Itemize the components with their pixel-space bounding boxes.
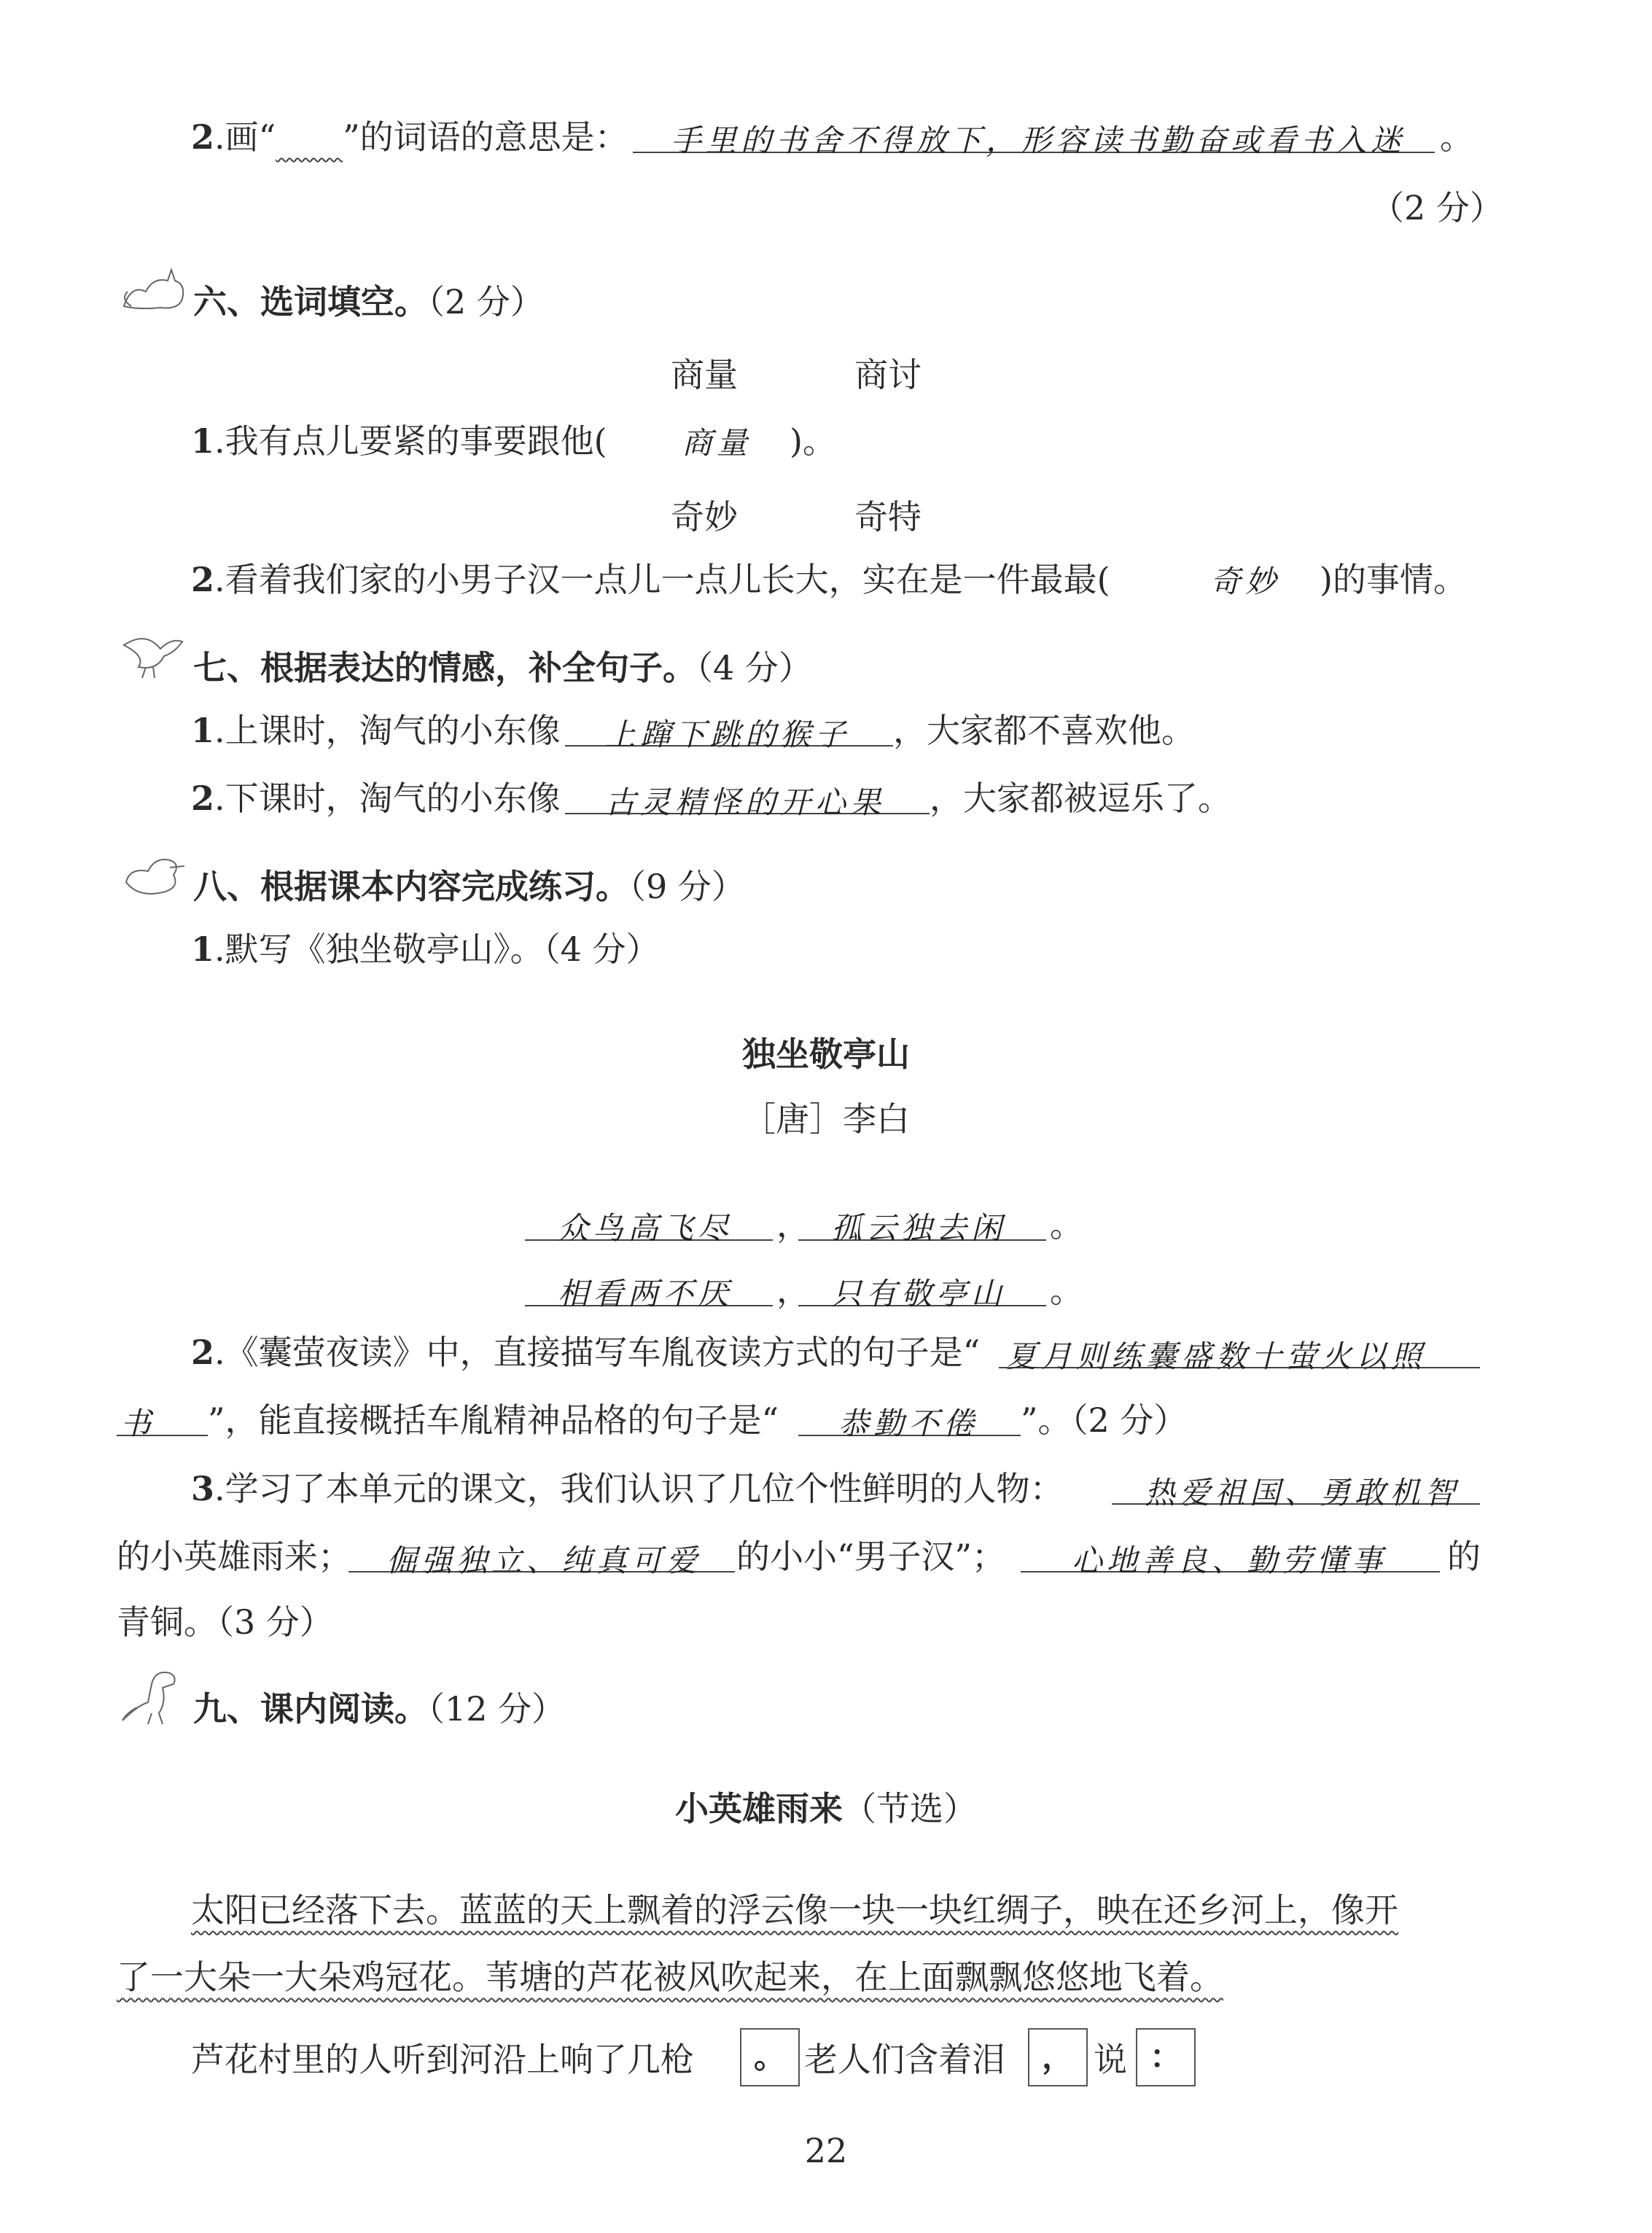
sec7-q2: 2.下课时，淘气的小东像 (191, 779, 561, 818)
passage-para2-c: 说 (1094, 2040, 1127, 2079)
period: 。 (1050, 1205, 1083, 1244)
sec8-q1: 1.默写《独坐敬亭山》。（4 分） (191, 930, 660, 969)
handwritten-answer: 倔强独立、纯真可爱 (386, 1543, 702, 1578)
word-choice-2a: 奇妙 (671, 497, 738, 537)
sec8-q3-text3: 的小小“男子汉”； (736, 1537, 1006, 1576)
handwritten-answer: 商量 (682, 425, 752, 461)
section-6-heading: 六、选词填空。（2 分） (193, 282, 544, 321)
sec6-q1-end: )。 (790, 421, 836, 461)
sec7-q1-end: ，大家都不喜欢他。 (893, 711, 1195, 750)
sec8-q2: 2.《囊萤夜读》中，直接描写车胤夜读方式的句子是“ (191, 1333, 981, 1372)
handwritten-answer: 手里的书舍不得放下，形容读书勤奋或看书入迷 (671, 122, 1406, 158)
dinosaur-icon (115, 1662, 188, 1728)
poem-author: ［唐］李白 (742, 1099, 910, 1139)
poem-line-1b: 孤云独去闲 (831, 1210, 1007, 1246)
duck-icon (115, 846, 188, 904)
passage-para1-line2: 了一大朵一大朵鸡冠花。苇塘的芦花被风吹起来，在上面飘飘悠悠地飞着。 (117, 1957, 1223, 1997)
q5-2-text: 2.画“ ”的词语的意思是： (191, 117, 628, 157)
word-choice-1b: 商讨 (854, 355, 922, 394)
sec8-q2-mid: ”，能直接概括车胤精神品格的句子是“ (208, 1400, 779, 1440)
section-8-heading: 八、根据课本内容完成练习。（9 分） (193, 867, 745, 906)
passage-para1-line1: 太阳已经落下去。蓝蓝的天上飘着的浮云像一块一块红绸子，映在还乡河上，像开 (191, 1890, 1398, 1930)
sec7-q1: 1.上课时，淘气的小东像 (191, 711, 561, 750)
sec8-q3-text4: 的 (1447, 1537, 1481, 1576)
bird-icon (117, 623, 190, 682)
points-label: （2 分） (1371, 188, 1503, 227)
cat-icon (117, 255, 190, 313)
passage-para2-a: 芦花村里的人听到河沿上响了几枪 (191, 2040, 694, 2079)
section-7-heading: 七、根据表达的情感，补全句子。（4 分） (193, 648, 812, 687)
sec8-q3: 3.学习了本单元的课文，我们认识了几位个性鲜明的人物： (191, 1469, 1064, 1508)
poem-line-2a: 相看两不厌 (558, 1276, 733, 1312)
handwritten-answer: 古灵精怪的开心果 (605, 784, 886, 820)
comma: ， (776, 1271, 810, 1310)
handwritten-answer: 夏月则练囊盛数十萤火以照 (1006, 1338, 1427, 1374)
handwritten-answer: 奇妙 (1210, 564, 1281, 599)
handwritten-answer: 心地善良、勤劳懂事 (1072, 1543, 1387, 1578)
word-choice-1a: 商量 (671, 355, 738, 394)
handwritten-answer: 恭勤不倦 (838, 1406, 979, 1441)
page-number: 22 (804, 2131, 848, 2170)
punctuation-box-1: 。 (740, 2028, 800, 2086)
sec7-q2-end: ，大家都被逗乐了。 (930, 779, 1231, 818)
word-choice-2b: 奇特 (854, 497, 922, 537)
period: 。 (1050, 1271, 1083, 1310)
punctuation-box-3: ： (1136, 2028, 1196, 2086)
sec6-q2: 2.看着我们家的小男子汉一点儿一点儿长大，实在是一件最最( (191, 560, 1110, 599)
poem-line-1a: 众鸟高飞尽 (558, 1210, 733, 1246)
period: 。 (1440, 117, 1473, 157)
sec6-q2-end: )的事情。 (1320, 560, 1467, 599)
comma: ， (776, 1205, 810, 1244)
punctuation-box-2: ， (1028, 2028, 1088, 2086)
handwritten-answer: 书 (120, 1406, 156, 1441)
sec8-q3-text2: 的小英雄雨来； (117, 1537, 351, 1576)
handwritten-answer: 热爱祖国、勇敢机智 (1145, 1475, 1460, 1511)
poem-line-2b: 只有敬亭山 (831, 1276, 1007, 1312)
section-9-heading: 九、课内阅读。（12 分） (193, 1689, 566, 1729)
passage-para2-b: 老人们含着泪 (804, 2040, 1005, 2079)
poem-title: 独坐敬亭山 (742, 1034, 910, 1074)
handwritten-answer: 上蹿下跳的猴子 (605, 717, 851, 752)
sec6-q1: 1.我有点儿要紧的事要跟他( (191, 421, 607, 461)
sec8-q2-end: ”。（2 分） (1021, 1400, 1188, 1440)
passage-title: 小英雄雨来（节选） (675, 1789, 977, 1828)
sec8-q3-text5: 青铜。（3 分） (117, 1602, 333, 1642)
